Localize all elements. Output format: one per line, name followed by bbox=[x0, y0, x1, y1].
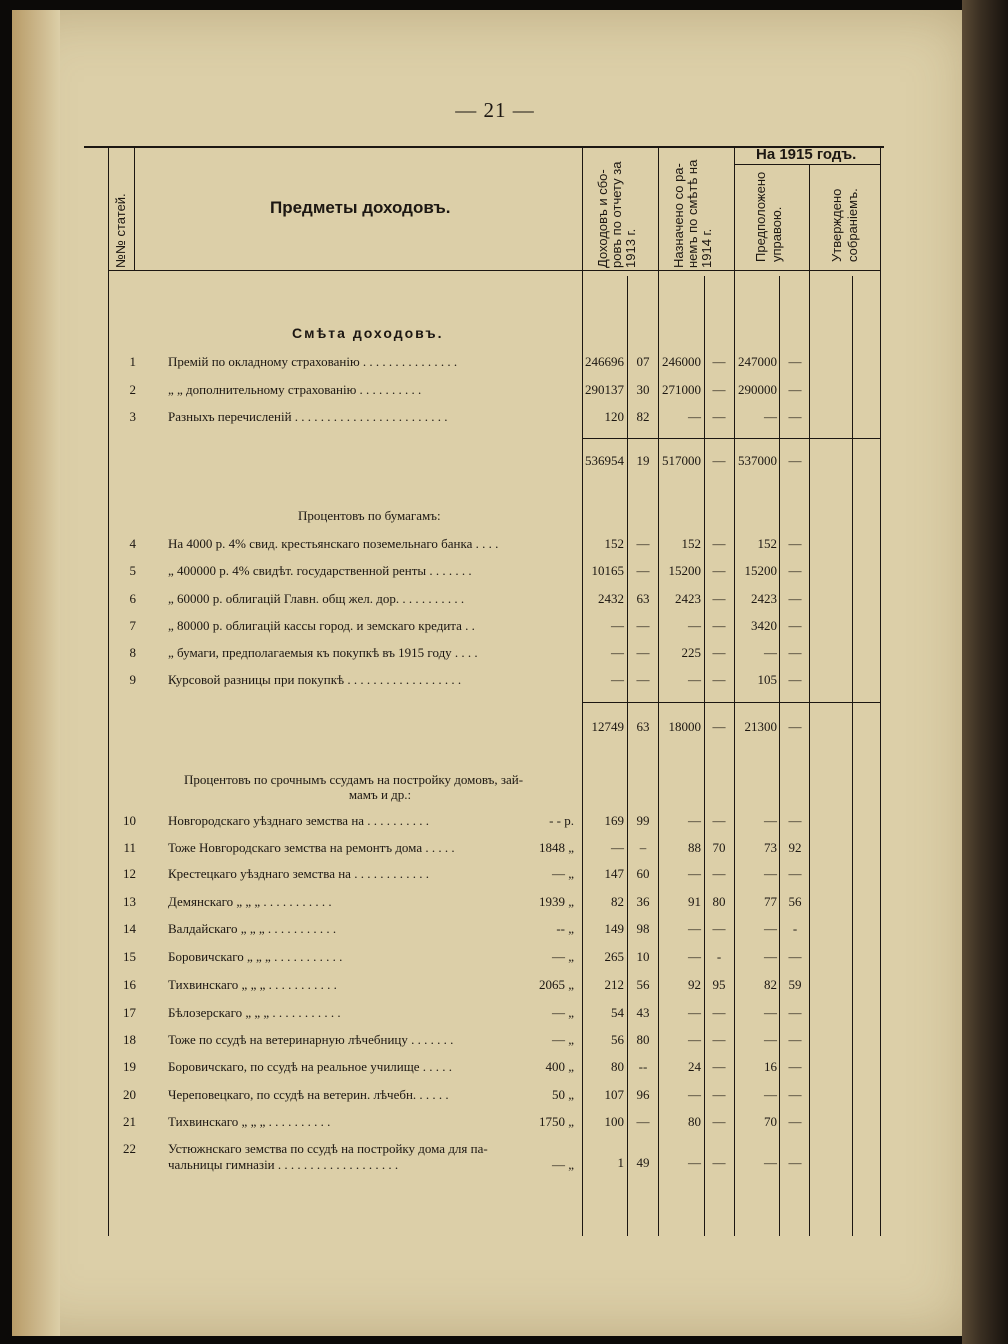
row-loan-amount: — „ bbox=[551, 866, 574, 881]
row-item-text: Боровичскаго „ „ „ . . . . . . . . . . . bbox=[168, 949, 343, 964]
header-col-upr-line1: Предположено bbox=[753, 171, 768, 262]
cell-a: 265 bbox=[604, 949, 624, 964]
row-number: 12 bbox=[123, 866, 136, 881]
cell-a: 536954 bbox=[585, 453, 624, 468]
cell-d: — bbox=[712, 1059, 726, 1074]
cell-b: — bbox=[636, 618, 650, 633]
cell-f: — bbox=[788, 409, 802, 424]
cell-c: 517000 bbox=[662, 453, 701, 468]
cell-f: — bbox=[788, 354, 802, 369]
cell-b: 30 bbox=[636, 382, 650, 397]
row-loan-amount: 2065 „ bbox=[538, 977, 574, 992]
cell-a: 149 bbox=[604, 921, 624, 936]
row-item-text: Тихвинскаго „ „ „ . . . . . . . . . . bbox=[168, 1114, 331, 1129]
section-heading-securities: Процентовъ по бумагамъ: bbox=[298, 508, 441, 523]
cell-c: — bbox=[688, 1087, 701, 1102]
row-number: 17 bbox=[123, 1005, 136, 1020]
cell-f: — bbox=[788, 813, 802, 828]
cell-c: 15200 bbox=[668, 563, 701, 578]
cell-a: — bbox=[611, 672, 624, 687]
cell-f: — bbox=[788, 382, 802, 397]
row-item-text: Устюжнскаго земства по ссудѣ на постройку дома для па- bbox=[168, 1141, 488, 1156]
cell-d: - bbox=[716, 949, 722, 964]
cell-f: 59 bbox=[788, 977, 802, 992]
row-number: 7 bbox=[129, 618, 136, 633]
row-number: 6 bbox=[129, 591, 136, 606]
row-number: 22 bbox=[123, 1141, 136, 1156]
row-item-text: „ 400000 р. 4% свидѣт. государственной ренты . . . . . . . bbox=[168, 563, 472, 578]
page-gutter bbox=[12, 10, 60, 1336]
cell-c: — bbox=[688, 672, 701, 687]
cell-c: 246000 bbox=[662, 354, 701, 369]
row-number: 21 bbox=[123, 1114, 136, 1129]
row-item-text: Череповецкаго, по ссудѣ на ветерин. лѣчебн. . . . . . bbox=[168, 1087, 449, 1102]
cell-e: 16 bbox=[764, 1059, 777, 1074]
cell-c: 88 bbox=[688, 840, 701, 855]
cell-d: — bbox=[712, 719, 726, 734]
header-col-upr-line2: управою. bbox=[769, 206, 784, 262]
row-loan-amount: — „ bbox=[551, 949, 574, 964]
cell-a: 2432 bbox=[598, 591, 624, 606]
header-col-no: №№ статей. bbox=[113, 193, 128, 268]
row-loan-amount: -- „ bbox=[556, 921, 574, 936]
cell-b: — bbox=[636, 672, 650, 687]
row-item-text: Разныхъ перечисленій . . . . . . . . . . . . . . . . . . . . . . . . bbox=[168, 409, 448, 424]
row-number: 4 bbox=[129, 536, 136, 551]
cell-a: 290137 bbox=[585, 382, 624, 397]
cell-c: 2423 bbox=[675, 591, 701, 606]
cell-e: — bbox=[764, 1155, 777, 1170]
row-item-text: Бѣлозерскаго „ „ „ . . . . . . . . . . . bbox=[168, 1005, 341, 1020]
cell-c: 91 bbox=[688, 894, 701, 909]
row-number: 9 bbox=[129, 672, 136, 687]
cell-c: 225 bbox=[681, 645, 701, 660]
cell-c: — bbox=[688, 409, 701, 424]
row-loan-amount: — „ bbox=[551, 1157, 574, 1172]
page-number: — 21 — bbox=[455, 98, 535, 122]
cell-a: 12749 bbox=[591, 719, 624, 734]
cell-e: — bbox=[764, 645, 777, 660]
page bbox=[12, 10, 972, 1336]
header-col-sobr-line2: собраніемъ. bbox=[845, 188, 860, 262]
cell-b: 63 bbox=[636, 591, 650, 606]
row-loan-amount: 400 „ bbox=[545, 1059, 574, 1074]
row-item-text: Валдайскаго „ „ „ . . . . . . . . . . . bbox=[168, 921, 337, 936]
cell-c: — bbox=[688, 866, 701, 881]
row-item-text: Боровичскаго, по ссудѣ на реальное училище . . . . . bbox=[168, 1059, 453, 1074]
cell-e: 3420 bbox=[751, 618, 777, 633]
row-number: 8 bbox=[129, 645, 136, 660]
cell-b: 56 bbox=[636, 977, 650, 992]
row-item-text: „ „ дополнительному страхованію . . . . . . . . . . bbox=[168, 382, 422, 397]
cell-f: — bbox=[788, 719, 802, 734]
cell-c: — bbox=[688, 618, 701, 633]
cell-a: 120 bbox=[604, 409, 624, 424]
cell-b: 99 bbox=[636, 813, 650, 828]
cell-a: 147 bbox=[604, 866, 624, 881]
cell-a: 82 bbox=[611, 894, 624, 909]
cell-f: - bbox=[792, 921, 798, 936]
row-item-text: На 4000 р. 4% свид. крестьянскаго поземельнаго банка . . . . bbox=[168, 536, 499, 551]
cell-a: 152 bbox=[604, 536, 624, 551]
cell-f: 92 bbox=[788, 840, 802, 855]
cell-d: — bbox=[712, 813, 726, 828]
cell-b: 82 bbox=[636, 409, 650, 424]
row-item-text: Крестецкаго уѣзднаго земства на . . . . . . . . . . . . bbox=[168, 866, 429, 881]
cell-b: 96 bbox=[636, 1087, 650, 1102]
row-number: 14 bbox=[123, 921, 136, 936]
row-number: 18 bbox=[123, 1032, 136, 1047]
cell-d: — bbox=[712, 1005, 726, 1020]
header-col-1914-line3: 1914 г. bbox=[699, 228, 714, 268]
cell-b: — bbox=[636, 563, 650, 578]
cell-f: — bbox=[788, 1087, 802, 1102]
cell-c: 271000 bbox=[662, 382, 701, 397]
cell-a: 10165 bbox=[591, 563, 624, 578]
row-loan-amount: - - р. bbox=[549, 813, 574, 828]
cell-e: 290000 bbox=[738, 382, 777, 397]
col-line-f-kop bbox=[852, 276, 853, 1236]
cell-a: 107 bbox=[604, 1087, 624, 1102]
cell-f: — bbox=[788, 1059, 802, 1074]
cell-a: 1 bbox=[617, 1155, 624, 1170]
section-heading-loans-line1: Процентовъ по срочнымъ ссудамъ на постройку домовъ, зай- bbox=[184, 772, 524, 787]
cell-f: — bbox=[788, 563, 802, 578]
cell-c: — bbox=[688, 1032, 701, 1047]
cell-e: — bbox=[764, 1005, 777, 1020]
row-number: 10 bbox=[123, 813, 136, 828]
col-line-upr bbox=[809, 164, 810, 1236]
cell-a: — bbox=[611, 618, 624, 633]
cell-d: — bbox=[712, 1114, 726, 1129]
section-heading-estimate: Смѣта доходовъ. bbox=[292, 325, 444, 341]
row-loan-amount: 1750 „ bbox=[538, 1114, 574, 1129]
cell-b: – bbox=[639, 840, 647, 855]
cell-a: 212 bbox=[604, 977, 624, 992]
cell-b: 43 bbox=[636, 1005, 650, 1020]
cell-d: 95 bbox=[712, 977, 726, 992]
cell-c: — bbox=[688, 921, 701, 936]
cell-d: — bbox=[712, 1155, 726, 1170]
row-item-text: „ 80000 р. облигацій кассы город. и земскаго кредита . . bbox=[168, 618, 475, 633]
cell-d: — bbox=[712, 618, 726, 633]
row-item-text-cont: чальницы гимназіи . . . . . . . . . . . . . . . . . . . bbox=[168, 1157, 399, 1172]
cell-c: 80 bbox=[688, 1114, 701, 1129]
header-col-items: Предметы доходовъ. bbox=[270, 198, 451, 217]
cell-d: — bbox=[712, 563, 726, 578]
cell-b: 07 bbox=[636, 354, 650, 369]
cell-e: 537000 bbox=[738, 453, 777, 468]
header-col-1913-line1: Доходовъ и сбо- bbox=[595, 169, 610, 268]
cell-d: — bbox=[712, 1087, 726, 1102]
cell-b: 98 bbox=[636, 921, 650, 936]
row-item-text: Демянскаго „ „ „ . . . . . . . . . . . bbox=[168, 894, 332, 909]
row-item-text: Тоже по ссудѣ на ветеринарную лѣчебницу . . . . . . . bbox=[168, 1032, 454, 1047]
cell-f: 56 bbox=[788, 894, 802, 909]
cell-e: — bbox=[764, 1087, 777, 1102]
row-number: 19 bbox=[123, 1059, 136, 1074]
cell-f: — bbox=[788, 866, 802, 881]
cell-c: 18000 bbox=[668, 719, 701, 734]
row-loan-amount: 50 „ bbox=[551, 1087, 574, 1102]
row-loan-amount: — „ bbox=[551, 1005, 574, 1020]
cell-e: — bbox=[764, 949, 777, 964]
subtotal-rule-1 bbox=[582, 438, 880, 439]
cell-f: — bbox=[788, 949, 802, 964]
cell-b: -- bbox=[638, 1059, 648, 1074]
cell-f: — bbox=[788, 1114, 802, 1129]
cell-c: 152 bbox=[681, 536, 701, 551]
cell-c: 92 bbox=[688, 977, 701, 992]
cell-e: 105 bbox=[757, 672, 777, 687]
cell-d: — bbox=[712, 866, 726, 881]
row-loan-amount: 1939 „ bbox=[538, 894, 574, 909]
header-bottom-rule bbox=[108, 270, 880, 271]
cell-f: — bbox=[788, 645, 802, 660]
header-col-1913-line3: 1913 г. bbox=[623, 228, 638, 268]
row-number: 5 bbox=[129, 563, 136, 578]
cell-e: — bbox=[764, 921, 777, 936]
cell-f: — bbox=[788, 618, 802, 633]
subtotal-rule-2 bbox=[582, 702, 880, 703]
cell-b: 63 bbox=[636, 719, 650, 734]
col-line-no bbox=[134, 146, 135, 270]
row-item-text: Тихвинскаго „ „ „ . . . . . . . . . . . bbox=[168, 977, 337, 992]
cell-a: 54 bbox=[611, 1005, 624, 1020]
row-number: 13 bbox=[123, 894, 136, 909]
cell-f: — bbox=[788, 453, 802, 468]
cell-c: — bbox=[688, 1155, 701, 1170]
cell-a: 56 bbox=[611, 1032, 624, 1047]
cell-f: — bbox=[788, 672, 802, 687]
row-item-text: Новгородскаго уѣзднаго земства на . . . . . . . . . . bbox=[168, 813, 430, 828]
row-number: 1 bbox=[129, 354, 136, 369]
cell-c: — bbox=[688, 949, 701, 964]
cell-c: — bbox=[688, 1005, 701, 1020]
cell-e: 247000 bbox=[738, 354, 777, 369]
cell-d: 70 bbox=[712, 840, 726, 855]
cell-f: — bbox=[788, 1005, 802, 1020]
cell-b: 36 bbox=[636, 894, 650, 909]
cell-a: 246696 bbox=[585, 354, 624, 369]
cell-d: — bbox=[712, 409, 726, 424]
cell-b: — bbox=[636, 645, 650, 660]
cell-a: 169 bbox=[604, 813, 624, 828]
cell-b: 19 bbox=[636, 453, 650, 468]
book-spine bbox=[962, 0, 1008, 1344]
cell-c: 24 bbox=[688, 1059, 701, 1074]
cell-d: — bbox=[712, 536, 726, 551]
year-header-rule bbox=[734, 164, 880, 165]
cell-d: — bbox=[712, 921, 726, 936]
cell-f: — bbox=[788, 1155, 802, 1170]
cell-e: 73 bbox=[764, 840, 777, 855]
row-item-text: Тоже Новгородскаго земства на ремонтъ дома . . . . . bbox=[168, 840, 455, 855]
cell-e: — bbox=[764, 409, 777, 424]
cell-d: — bbox=[712, 672, 726, 687]
cell-f: — bbox=[788, 1032, 802, 1047]
cell-b: 80 bbox=[636, 1032, 650, 1047]
cell-f: — bbox=[788, 536, 802, 551]
header-year-1915: На 1915 годъ. bbox=[756, 146, 857, 163]
row-loan-amount: 1848 „ bbox=[538, 840, 574, 855]
cell-d: — bbox=[712, 453, 726, 468]
cell-a: 100 bbox=[604, 1114, 624, 1129]
row-item-text: „ 60000 р. облигацій Главн. общ жел. дор. . . . . . . . . . . bbox=[168, 591, 465, 606]
cell-d: 80 bbox=[712, 894, 726, 909]
cell-e: 2423 bbox=[751, 591, 777, 606]
cell-d: — bbox=[712, 354, 726, 369]
row-number: 11 bbox=[123, 840, 136, 855]
header-col-1914-line2: немъ по смѣтѣ на bbox=[685, 159, 700, 268]
row-number: 3 bbox=[129, 409, 136, 424]
row-item-text: Курсовой разницы при покупкѣ . . . . . . . . . . . . . . . . . . bbox=[168, 672, 462, 687]
row-number: 2 bbox=[129, 382, 136, 397]
cell-b: 60 bbox=[636, 866, 650, 881]
cell-b: — bbox=[636, 1114, 650, 1129]
cell-e: 77 bbox=[764, 894, 777, 909]
header-col-1914-line1: Назначено со ра- bbox=[671, 163, 686, 268]
cell-b: — bbox=[636, 536, 650, 551]
cell-e: 152 bbox=[757, 536, 777, 551]
row-item-text: Премій по окладному страхованію . . . . . . . . . . . . . . . bbox=[168, 354, 458, 369]
cell-f: — bbox=[788, 591, 802, 606]
cell-d: — bbox=[712, 645, 726, 660]
header-col-1913-line2: ровъ по отчету за bbox=[609, 161, 624, 268]
row-number: 15 bbox=[123, 949, 136, 964]
cell-e: — bbox=[764, 866, 777, 881]
section-heading-loans-line2: мамъ и др.: bbox=[348, 787, 412, 802]
row-item-text: „ бумаги, предполагаемыя къ покупкѣ въ 1915 году . . . . bbox=[168, 645, 478, 660]
cell-a: 80 bbox=[611, 1059, 624, 1074]
row-number: 20 bbox=[123, 1087, 136, 1102]
cell-d: — bbox=[712, 382, 726, 397]
header-col-sobr-line1: Утверждено bbox=[829, 188, 844, 262]
cell-a: — bbox=[611, 645, 624, 660]
cell-e: — bbox=[764, 813, 777, 828]
col-line-right bbox=[880, 146, 881, 1236]
cell-e: — bbox=[764, 1032, 777, 1047]
cell-d: — bbox=[712, 1032, 726, 1047]
cell-b: 49 bbox=[636, 1155, 650, 1170]
cell-b: 10 bbox=[636, 949, 650, 964]
cell-d: — bbox=[712, 591, 726, 606]
cell-a: — bbox=[611, 840, 624, 855]
row-loan-amount: — „ bbox=[551, 1032, 574, 1047]
cell-e: 21300 bbox=[744, 719, 777, 734]
cell-e: 70 bbox=[764, 1114, 777, 1129]
cell-e: 15200 bbox=[744, 563, 777, 578]
cell-c: — bbox=[688, 813, 701, 828]
row-number: 16 bbox=[123, 977, 136, 992]
cell-e: 82 bbox=[764, 977, 777, 992]
